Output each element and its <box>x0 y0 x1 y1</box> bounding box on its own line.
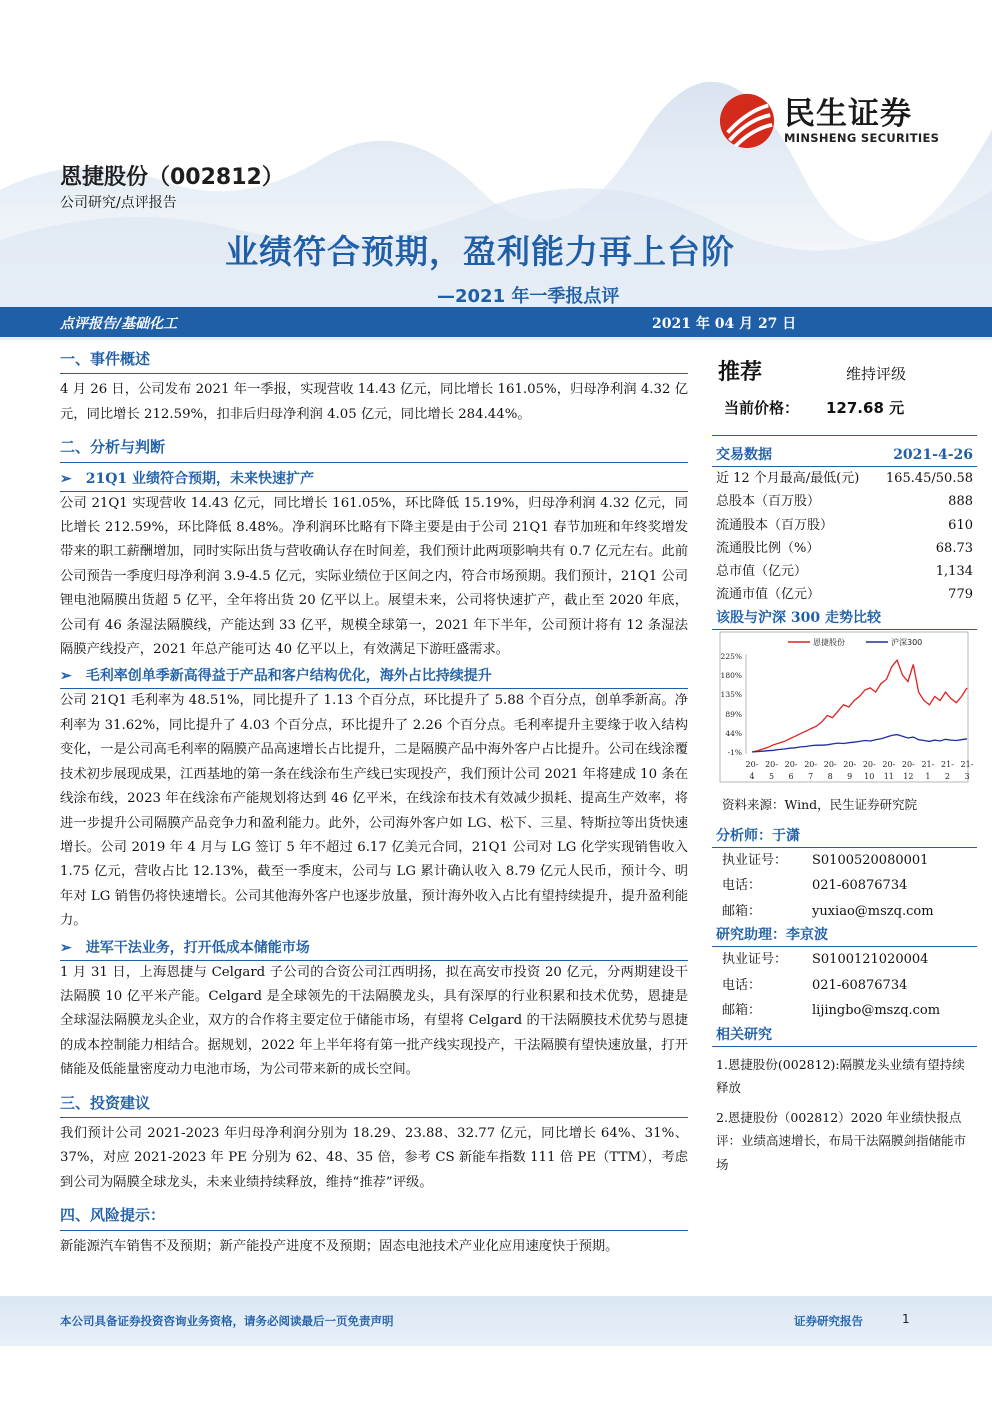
info-row <box>712 973 977 999</box>
x-tick-label: 7 <box>808 771 814 781</box>
rating-note: 维持评级 <box>846 365 907 383</box>
arrow-icon: ➢ <box>60 470 72 487</box>
report-date: 2021 年 04 月 27 日 <box>652 316 797 332</box>
price-value: 127.68 元 <box>826 399 905 417</box>
row-label: 执业证号： <box>722 952 788 968</box>
x-tick-label: 4 <box>749 771 755 781</box>
row-value: S0100121020004 <box>812 952 929 968</box>
stock-chart-svg <box>712 630 977 787</box>
section-title: 一、事件概述 <box>60 347 688 374</box>
info-row <box>712 998 977 1024</box>
assistant-header <box>712 924 977 947</box>
section-title: 四、风险提示： <box>60 1203 688 1230</box>
row-label: 电话： <box>722 977 762 993</box>
row-label: 执业证号： <box>722 852 788 868</box>
report-subtitle: —2021 年一季报点评 <box>437 286 620 307</box>
brand-name-en: MINSHENG SECURITIES <box>784 131 940 145</box>
y-tick-label: 135% <box>720 690 742 700</box>
related-item[interactable]: 1.恩捷股份(002812):隔膜龙头业绩有望持续释放 <box>716 1056 965 1096</box>
x-tick-label: 5 <box>768 771 775 781</box>
section-title: 三、投资建议 <box>60 1091 688 1118</box>
brand-logo <box>718 92 939 150</box>
info-row <box>712 848 977 874</box>
x-tick-label: 10 <box>864 771 875 781</box>
x-tick-label: 20- <box>843 759 857 769</box>
row-value: 021-60876734 <box>812 878 908 894</box>
related-title: 相关研究 <box>716 1026 772 1043</box>
analyst-header <box>712 825 977 848</box>
info-row <box>712 899 977 925</box>
related-header <box>712 1024 977 1047</box>
trade-data-date: 2021-4-26 <box>893 447 973 463</box>
row-label: 邮箱： <box>722 1003 762 1019</box>
subsection-label: 毛利率创单季新高得益于产品和客户结构优化，海外占比持续提升 <box>85 668 492 685</box>
analyst-title: 分析师：于潇 <box>716 827 800 844</box>
header-bar <box>0 307 992 337</box>
footer-disclaimer: 本公司具备证券投资咨询业务资格，请务必阅读最后一页免责声明 <box>60 1314 394 1328</box>
section-text: 4 月 26 日，公司发布 2021 年一季报，实现营收 14.43 亿元，同比增长 161.05%，归母净利润 4.32 亿元，同比增长 212.59%，扣非后归母净利润 4.05 亿元，同比增长 284.44%。 <box>60 382 688 422</box>
row-label: 流通股比例（%） <box>716 540 820 556</box>
price-label: 当前价格： <box>724 399 800 417</box>
sidebar <box>712 341 977 1176</box>
subsection-label: 21Q1 业绩符合预期，未来快速扩产 <box>85 470 315 487</box>
rating: 推荐 <box>718 360 763 385</box>
y-tick-label: 44% <box>725 728 742 738</box>
subsection-title <box>60 467 688 492</box>
x-tick-label: 20- <box>765 759 778 769</box>
trade-data-title: 交易数据 <box>716 447 772 463</box>
report-title: 业绩符合预期，盈利能力再上台阶 <box>225 232 735 271</box>
y-tick-label: -1% <box>727 747 742 757</box>
row-value: yuxiao@mszq.com <box>812 903 934 919</box>
row-value: 68.73 <box>935 540 973 556</box>
series-line <box>752 660 967 752</box>
x-tick-label: 11 <box>883 771 894 781</box>
x-tick-label: 20- <box>804 759 818 769</box>
x-tick-label: 12 <box>903 771 914 781</box>
row-value: S0100520080001 <box>812 852 929 868</box>
section-text: 1 月 31 日，上海恩捷与 Celgard 子公司的合资公司江西明扬，拟在高安市投资 20 亿元，分两期建设干法隔膜 10 亿平米产能。Celgard 是全球领先的干法隔膜龙头，具有深厚的行业积累和技术优势，恩捷是全球湿法隔膜龙头企业，双方的合作将主要定位于储能市场，有望将 Celgard 的干法隔膜技术优势与恩捷的成本控制能力相结合。据规划，2022 年上半年将有第一批产线实现投产，干法隔膜有望快速放量，打开储能及低能量密度动力电池市场，为公司带来新的成长空间。 <box>60 964 688 1078</box>
x-tick-label: 20- <box>823 759 837 769</box>
subsection-title <box>60 664 688 689</box>
row-value: 021-60876734 <box>812 977 908 993</box>
row-value: 888 <box>948 494 973 510</box>
brand-name-cn: 民生证券 <box>784 96 912 132</box>
row-value: 165.45/50.58 <box>885 471 973 486</box>
row-label: 流通股本（百万股） <box>716 517 834 533</box>
info-row <box>712 873 977 899</box>
row-label: 电话： <box>722 878 762 894</box>
report-type: 点评报告/基础化工 <box>60 316 178 332</box>
row-value: 1,134 <box>935 564 973 580</box>
trade-data-table <box>712 467 977 607</box>
company-name: 恩捷股份（002812） <box>60 165 284 190</box>
info-row <box>712 467 977 490</box>
info-row <box>712 583 977 606</box>
x-tick-label: 20- <box>901 759 915 769</box>
stock-chart <box>712 630 977 787</box>
info-row <box>712 560 977 583</box>
series-line <box>752 734 967 751</box>
section-text: 我们预计公司 2021-2023 年归母净利润分别为 18.29、23.88、32.77 亿元，同比增长 64%、31%、37%，对应 2021-2023 年 PE 分别为 62、48、35 倍，参考 CS 新能车指数 111 倍 PE（TTM），考虑到公司为隔膜全球龙头，未来业绩持续释放，维持“推荐”评级。 <box>60 1125 688 1190</box>
legend-label: 沪深300 <box>891 637 923 647</box>
row-label: 总股本（百万股） <box>716 494 821 510</box>
subsection-title <box>60 936 688 961</box>
y-tick-label: 89% <box>725 709 742 719</box>
chart-title <box>712 607 977 630</box>
footer-label: 证券研究报告 <box>794 1314 863 1328</box>
info-row <box>712 537 977 560</box>
x-tick-label: 21- <box>941 759 954 769</box>
rating-box <box>712 341 977 436</box>
row-value: 779 <box>948 587 973 603</box>
related-research <box>712 1047 977 1177</box>
x-tick-label: 21- <box>921 759 935 769</box>
trade-data-header <box>712 444 977 467</box>
x-tick-label: 8 <box>827 771 833 781</box>
row-label: 邮箱： <box>722 903 762 919</box>
report-category: 公司研究/点评报告 <box>60 195 177 211</box>
x-tick-label: 20- <box>862 759 876 769</box>
row-value: 610 <box>948 517 973 533</box>
analyst-info <box>712 848 977 925</box>
x-tick-label: 6 <box>788 771 794 781</box>
y-tick-label: 180% <box>720 670 742 680</box>
row-label: 近 12 个月最高/最低(元) <box>716 471 860 486</box>
arrow-icon: ➢ <box>60 939 72 956</box>
section-text: 新能源汽车销售不及预期；新产能投产进度不及预期；固态电池技术产业化应用速度快于预期。 <box>60 1238 619 1254</box>
page-number: 1 <box>902 1312 910 1326</box>
section-title: 二、分析与判断 <box>60 435 688 462</box>
x-tick-label: 3 <box>964 771 970 781</box>
legend-label: 恩捷股份 <box>813 637 845 647</box>
x-tick-label: 9 <box>847 771 853 781</box>
chart-title-text: 该股与沪深 300 走势比较 <box>716 609 881 626</box>
x-tick-label: 20- <box>784 759 798 769</box>
section-text: 公司 21Q1 实现营收 14.43 亿元，同比增长 161.05%，环比降低 15.19%，归母净利润 4.32 亿元，同比增长 212.59%，环比降低 8.48%。净利润环比略有下降主要是由于公司 21Q1 春节加班和年终奖增发带来的职工薪酬增加，同时实际出货与营收确认存在时间差，我们预计此两项影响共有 0.7 亿元左右。此前公司预告一季度归母净利润 3.9-4.5 亿元，实际业绩位于区间之内，符合市场预期。我们预计，21Q1 公司锂电池隔膜出货超 5 亿平，全年将出货 20 亿平以上。展望未来，公司将快速扩产，截止至 2020 年底，公司有 46 条湿法隔膜线，产能达到 33 亿平，规模全球第一，2021 年下半年，公司预计将有 12 条湿法隔膜产线投产，2021 年总产能可达 40 亿平以上，有效满足下游旺盛需求。 <box>60 495 688 658</box>
chart-source: 资料来源：Wind，民生证券研究院 <box>722 796 918 812</box>
arrow-icon: ➢ <box>60 668 72 685</box>
footer <box>0 1296 992 1346</box>
related-item[interactable]: 2.恩捷股份（002812）2020 年业绩快报点评：业绩高速增长，布局干法隔膜剑指储能市场 <box>716 1109 967 1172</box>
row-value: lijingbo@mszq.com <box>812 1003 941 1019</box>
x-tick-label: 1 <box>925 771 931 781</box>
section-text: 公司 21Q1 毛利率为 48.51%，同比提升了 1.13 个百分点，环比提升了 5.88 个百分点，创单季新高。净利率为 31.62%，同比提升了 4.03 个百分点，环比提升了 2.26 个百分点。毛利率提升主要缘于收入结构变化，一是公司高毛利率的隔膜产品高速增长占比提升，二是隔膜产品中海外客户占比提升。公司在线涂覆技术初步展现成果，江西基地的第一条在线涂布生产线已实现投产，我们预计公司 2021 年将建成 10 条在线涂布线，2023 年在线涂布产能规划将达到 46 亿平米，在线涂布技术有效减少损耗、提高生产效率，将进一步提升公司隔膜产品竞争力和盈利能力。此外，公司海外客户如 LG、松下、三星、特斯拉等出货快速增长。公司 2019 年 4 月与 LG 签订 5 年不超过 6.17 亿美元合同，21Q1 公司对 LG 化学实现销售收入 1.75 亿元，营收占比 12.13%，截至一季度末，公司与 LG 累计确认收入 8.79 亿元人民币，预计今、明年对 LG 销售仍将快速增长。公司其他海外客户也逐步放量，预计海外收入占比有望持续提升，提升盈利能力。 <box>60 693 688 929</box>
main-content <box>60 347 688 1259</box>
info-row <box>712 490 977 513</box>
info-row <box>712 947 977 973</box>
row-label: 流通市值（亿元） <box>716 587 821 603</box>
assistant-title: 研究助理：李京波 <box>716 927 828 944</box>
x-tick-label: 20- <box>882 759 896 769</box>
x-tick-label: 20- <box>745 759 759 769</box>
y-tick-label: 225% <box>720 651 742 661</box>
x-tick-label: 2 <box>944 771 951 781</box>
info-row <box>712 514 977 537</box>
row-label: 总市值（亿元） <box>716 564 808 580</box>
assistant-info <box>712 947 977 1024</box>
subsection-label: 进军干法业务，打开低成本储能市场 <box>85 939 310 956</box>
x-tick-label: 21- <box>960 759 974 769</box>
minsheng-logo-icon <box>718 92 776 150</box>
